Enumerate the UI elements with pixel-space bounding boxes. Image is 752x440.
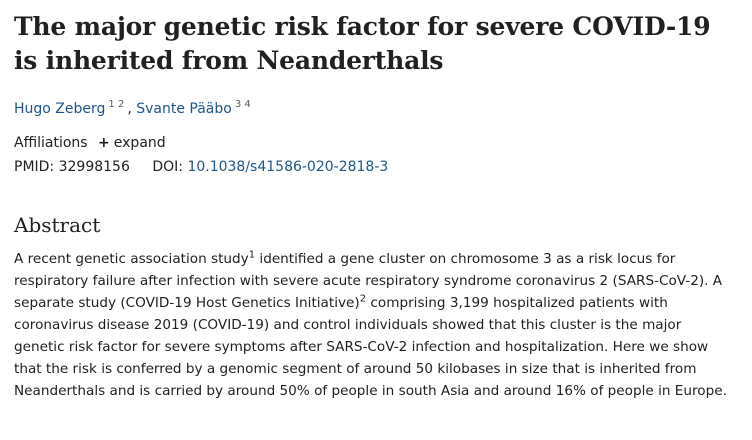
identifiers-row [14,158,738,176]
author-separator: , [127,101,132,117]
abstract-text-part: A recent genetic association study [14,251,249,267]
abstract-heading: Abstract [14,213,101,237]
author-list [14,100,738,118]
author-affiliation-refs[interactable]: 3 4 [234,99,251,111]
reference-2-superscript[interactable]: 2 [359,293,367,305]
author-link-svante-paabo[interactable]: Svante Pääbo [136,101,232,117]
pmid-value: 32998156 [58,159,130,175]
plus-icon: + [98,135,110,151]
abstract-text [14,248,734,402]
affiliations-label: Affiliations [14,135,88,151]
expand-affiliations-button[interactable] [98,134,166,152]
abstract-text-part: identified a gene cluster on chromosome 3 as a risk locus for respiratory failure after infection with severe acute respiratory syndrome coronavirus 2 (SARS-CoV-2). A separate study (COVID-19 Host Genetics Initiative) [14,251,723,311]
doi-link[interactable]: 10.1038/s41586-020-2818-3 [187,159,389,175]
author-affiliation-refs[interactable]: 1 2 [108,99,125,111]
abstract-text-part: comprising 3,199 hospitalized patients with coronavirus disease 2019 (COVID-19) and control individuals showed that this cluster is the major genetic risk factor for severe symptoms after SARS-CoV-2 infection and hospitalization. Here we show that the risk is conferred by a genomic segment of around 50 kilobases in size that is inherited from Neanderthals and is carried by around 50% of people in south Asia and around 16% of people in Europe. [14,295,727,399]
expand-label: expand [113,135,166,151]
article-title: The major genetic risk factor for severe COVID-19 is inherited from Neanderthals [14,12,711,75]
reference-1-superscript[interactable]: 1 [248,249,256,261]
author-link-hugo-zeberg[interactable]: Hugo Zeberg [14,101,106,117]
pmid-label: PMID: [14,159,55,175]
article-page [14,10,738,402]
affiliations-row [14,134,738,152]
doi-label: DOI: [152,159,183,175]
